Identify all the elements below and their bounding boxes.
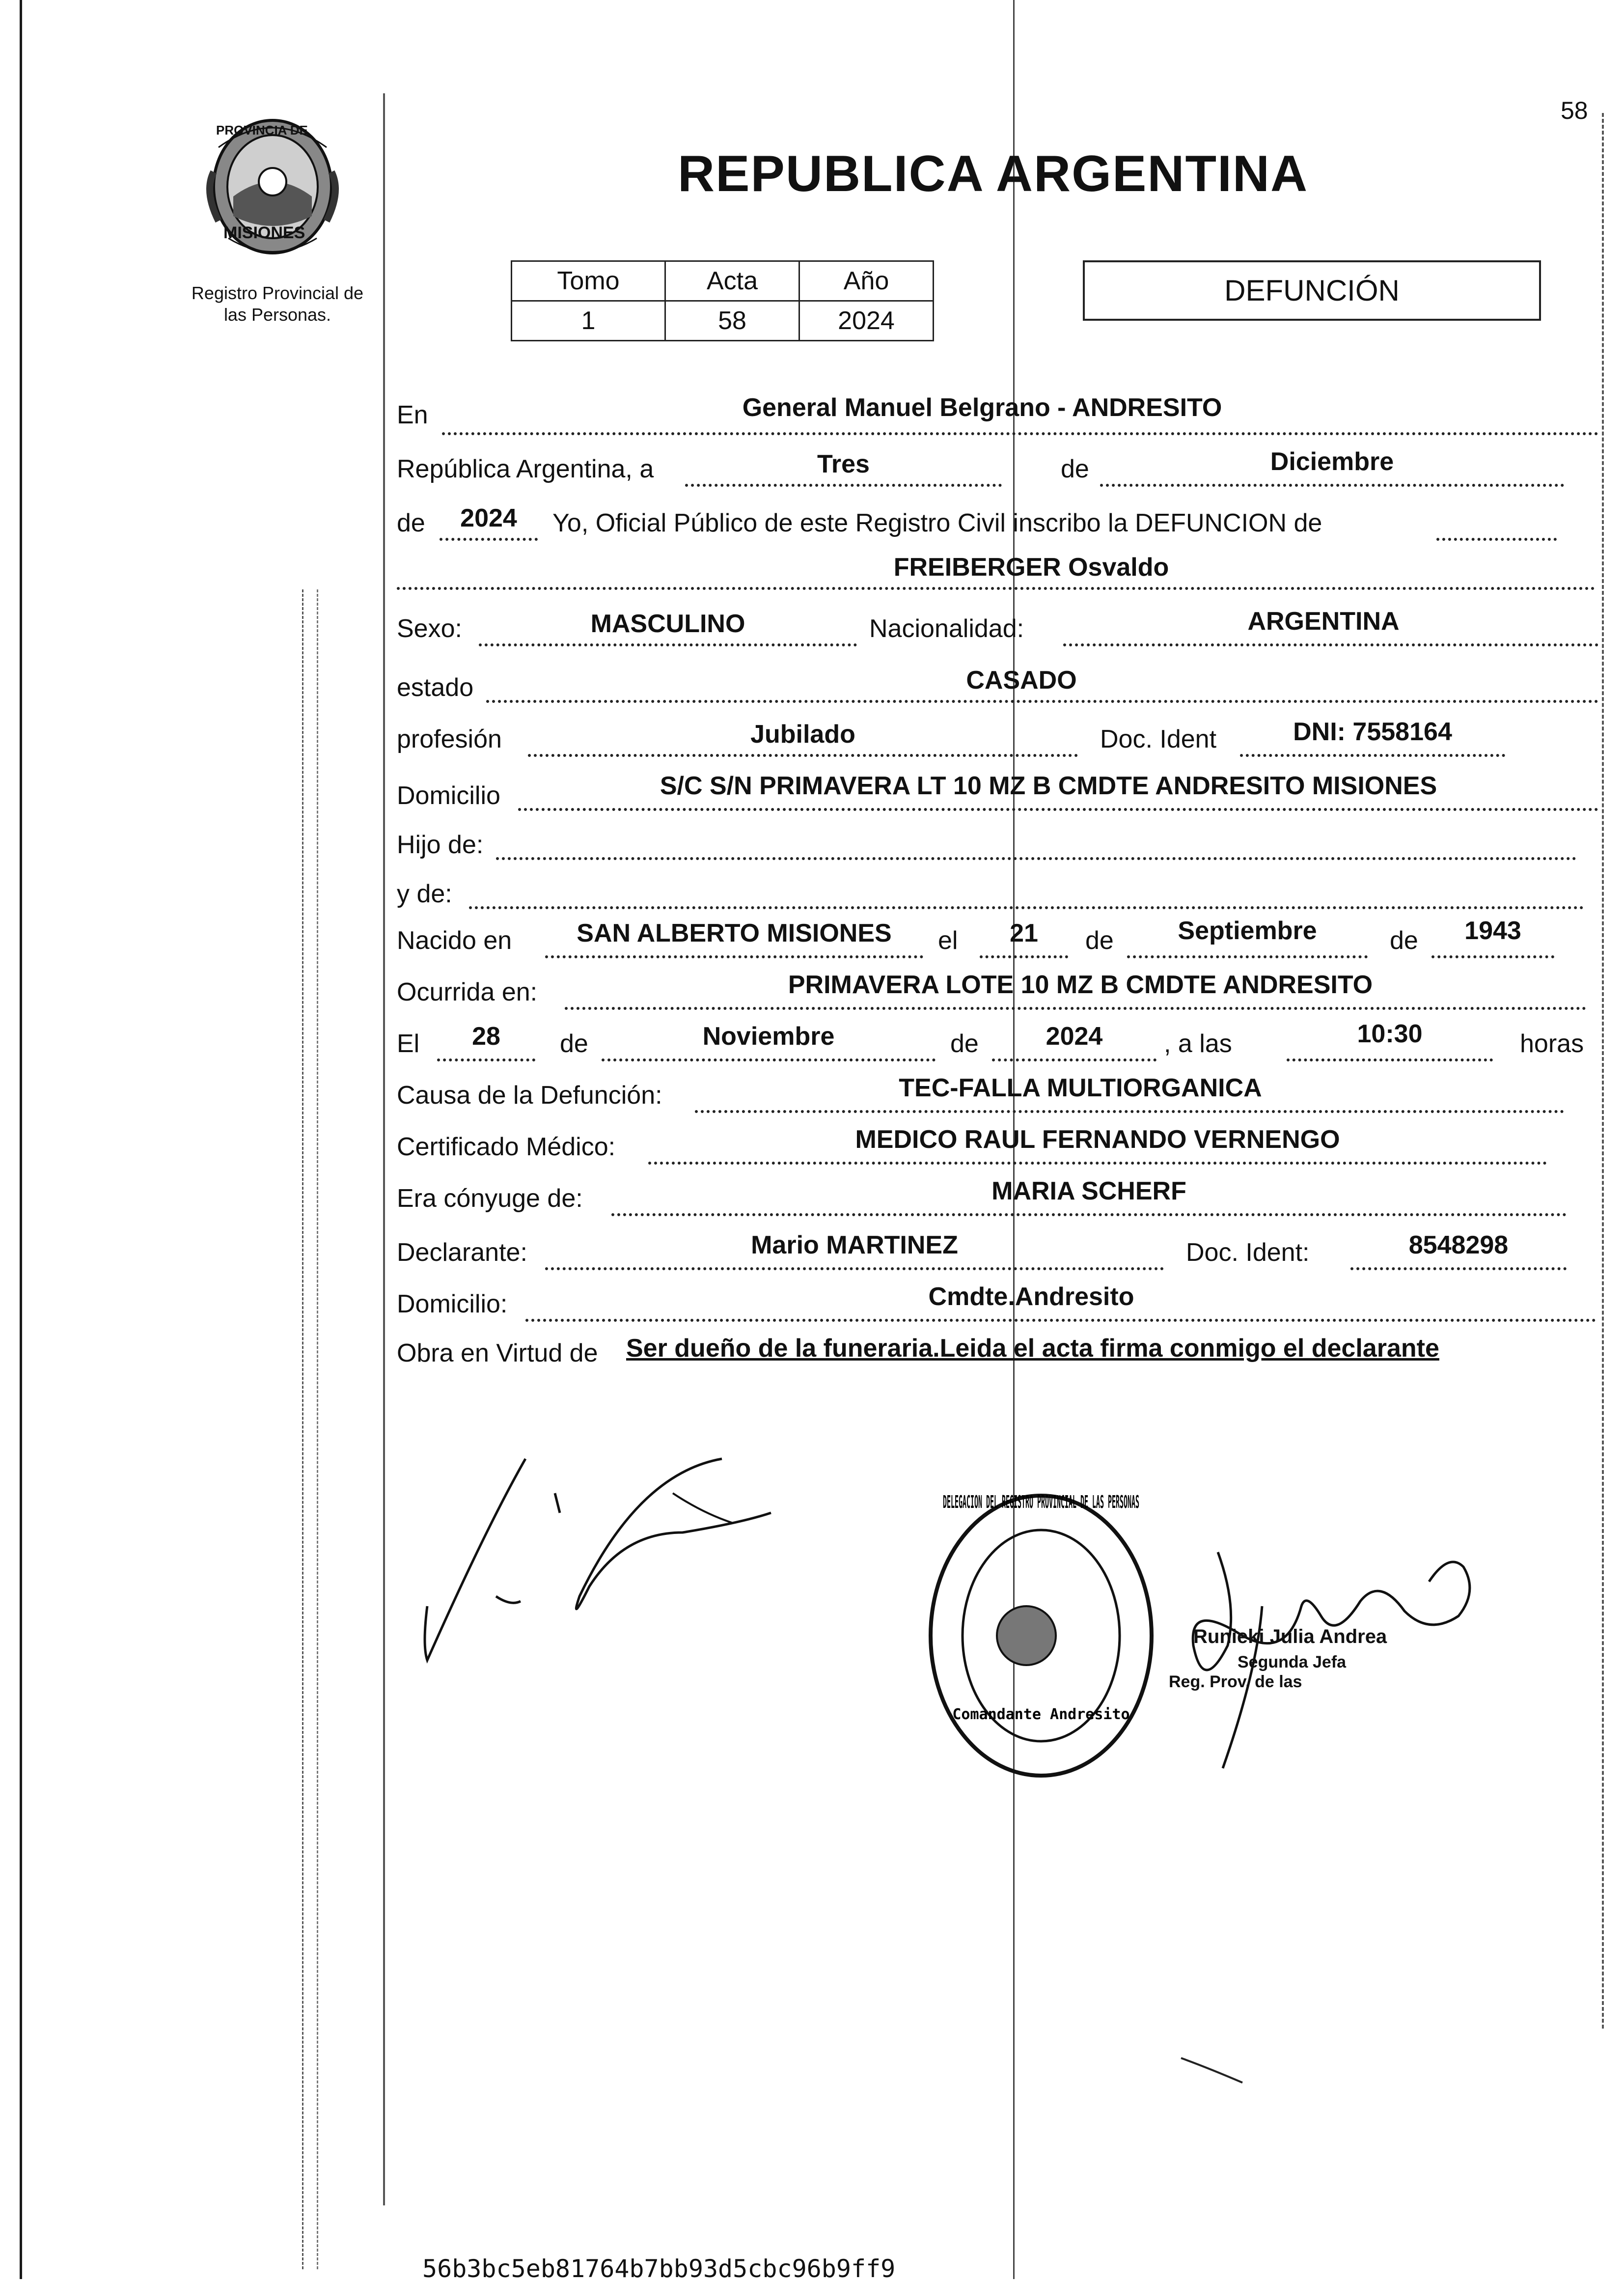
acta-table [511,260,934,341]
label-nac-de-2: de [1390,926,1418,955]
acta-header-tomo: Tomo [512,261,665,301]
value-mes: Diciembre [1270,447,1394,476]
field-line-hijo-de [496,857,1576,860]
label-decl-doc: Doc. Ident: [1186,1238,1310,1267]
seal-text-top: PROVINCIA DE [216,123,308,138]
acta-table-header-row [512,261,934,301]
field-line-domicilio [518,808,1598,811]
acta-value-acta: 58 [665,301,799,341]
value-obra-en-virtud: Ser dueño de la funeraria.Leida el acta firma conmigo el declarante [626,1334,1439,1363]
label-el: el [938,926,958,955]
value-def-dia: 28 [472,1022,500,1051]
field-line-def-mes [602,1058,936,1061]
value-def-mes: Noviembre [702,1022,835,1051]
registry-stamp [923,1488,1159,1783]
page-left-edge [20,0,22,2279]
value-decl-doc: 8548298 [1408,1231,1509,1259]
value-ocurrida-en: PRIMAVERA LOTE 10 MZ B CMDTE ANDRESITO [788,971,1373,999]
label-conyuge: Era cónyuge de: [397,1184,583,1213]
document-type: DEFUNCIÓN [1224,274,1400,307]
value-nac-dia: 21 [1010,919,1038,947]
field-line-ocurrida-en [565,1007,1586,1010]
value-estado: CASADO [966,666,1077,695]
value-profesion: Jubilado [750,720,855,749]
value-decl-domicilio: Cmdte.Andresito [928,1282,1134,1311]
label-ocurrida-en: Ocurrida en: [397,978,538,1006]
label-nac-de-1: de [1085,926,1114,955]
registro-line-2: las Personas. [223,305,331,325]
label-estado: estado [397,673,474,702]
field-line-defuncion-de [1436,538,1557,541]
acta-value-tomo: 1 [512,301,665,341]
field-line-certificado [648,1162,1547,1165]
acta-table-value-row [512,301,934,341]
value-doc-ident: DNI: 7558164 [1293,718,1452,746]
value-domicilio: S/C S/N PRIMAVERA LT 10 MZ B CMDTE ANDRESITO MISIONES [660,772,1437,800]
label-de-anio: de [397,509,425,537]
page-right-edge [1602,113,1606,2029]
value-def-hora: 10:30 [1357,1020,1423,1048]
margin-dash-line-2 [317,589,318,2269]
field-line-decl-doc [1350,1267,1567,1270]
label-republica: República Argentina, a [397,455,654,483]
value-conyuge: MARIA SCHERF [991,1177,1186,1205]
stray-pen-mark [1179,2053,1267,2092]
document-type-box [1083,260,1541,321]
value-declarante: Mario MARTINEZ [751,1231,958,1259]
value-nacido-en: SAN ALBERTO MISIONES [577,919,892,947]
field-line-mes [1100,484,1564,487]
field-line-doc-ident [1240,754,1505,757]
registro-line-1: Registro Provincial de [191,283,364,303]
page-title: REPUBLICA ARGENTINA [678,145,1309,202]
field-line-anio [440,538,538,541]
label-hijo-de: Hijo de: [397,831,484,859]
value-nac-mes: Septiembre [1178,917,1317,945]
text-yo-oficial: Yo, Oficial Público de este Registro Civil inscribo la DEFUNCION de [552,509,1322,537]
label-el-fecha: El [397,1030,420,1058]
label-def-de-2: de [950,1030,979,1058]
label-certificado: Certificado Médico: [397,1133,616,1161]
label-declarante: Declarante: [397,1238,527,1267]
label-causa: Causa de la Defunción: [397,1081,662,1110]
label-a-las: , a las [1164,1030,1232,1058]
field-line-def-dia [437,1058,535,1061]
label-en: En [397,401,428,429]
value-nombre: FREIBERGER Osvaldo [893,553,1169,582]
field-line-estado [486,700,1598,703]
label-domicilio: Domicilio [397,781,500,810]
stamp-inner-text: Comandante Andresito [952,1706,1130,1723]
field-line-def-hora [1287,1058,1493,1061]
document-hash: 56b3bc5eb81764b7bb93d5cbc96b9ff9 [422,2255,896,2283]
official-role: Segunda Jefa [1238,1653,1347,1671]
value-def-anio: 2024 [1046,1022,1103,1051]
seal-text-bottom: MISIONES [223,223,305,242]
acta-header-acta: Acta [665,261,799,301]
field-line-def-anio [992,1058,1156,1061]
registro-caption [162,282,393,326]
field-line-nac-anio [1431,955,1554,958]
acta-value-anio: 2024 [799,301,934,341]
field-line-nac-mes [1127,955,1368,958]
field-line-nac-dia [980,955,1068,958]
value-sexo: MASCULINO [590,610,745,638]
field-line-sexo [479,643,857,646]
label-nacionalidad: Nacionalidad: [869,614,1024,643]
field-line-conyuge [611,1213,1567,1216]
field-line-nombre [397,587,1595,590]
label-decl-domicilio: Domicilio: [397,1290,508,1318]
field-line-nacido-en [545,955,923,958]
label-def-de-1: de [560,1030,588,1058]
field-line-profesion [528,754,1078,757]
stamp-ring-text: DELEGACION DEL REGISTRO PROVINCIAL DE LAS PERSONAS [943,1492,1139,1512]
page-number: 58 [1561,97,1588,124]
field-line-dia [685,484,1002,487]
field-line-nacionalidad [1063,643,1598,646]
margin-dash-line [302,589,303,2269]
declarant-signature [417,1449,820,1675]
label-sexo: Sexo: [397,614,462,643]
label-doc-ident: Doc. Ident [1100,725,1217,753]
field-line-declarante [545,1267,1164,1270]
label-y-de: y de: [397,880,452,908]
official-org: Reg. Prov. de las [1169,1672,1302,1691]
value-causa: TEC-FALLA MULTIORGANICA [899,1074,1262,1102]
label-horas: horas [1520,1030,1584,1058]
official-name: Runieki Julia Andrea [1193,1626,1387,1647]
label-de: de [1061,455,1089,483]
value-nacionalidad: ARGENTINA [1247,607,1400,636]
value-anio: 2024 [460,504,517,532]
field-line-y-de [469,906,1584,909]
value-certificado: MEDICO RAUL FERNANDO VERNENGO [855,1125,1340,1154]
acta-header-anio: Año [799,261,934,301]
label-nacido-en: Nacido en [397,926,512,955]
field-line-causa [695,1110,1564,1113]
value-nac-anio: 1943 [1464,917,1521,945]
label-obra-en-virtud: Obra en Virtud de [397,1339,598,1367]
field-line-en [442,432,1598,435]
form-left-rule [383,93,385,2205]
value-en: General Manuel Belgrano - ANDRESITO [742,393,1222,422]
value-dia: Tres [817,450,870,478]
field-line-decl-domicilio [525,1319,1596,1322]
label-profesion: profesión [397,725,502,753]
